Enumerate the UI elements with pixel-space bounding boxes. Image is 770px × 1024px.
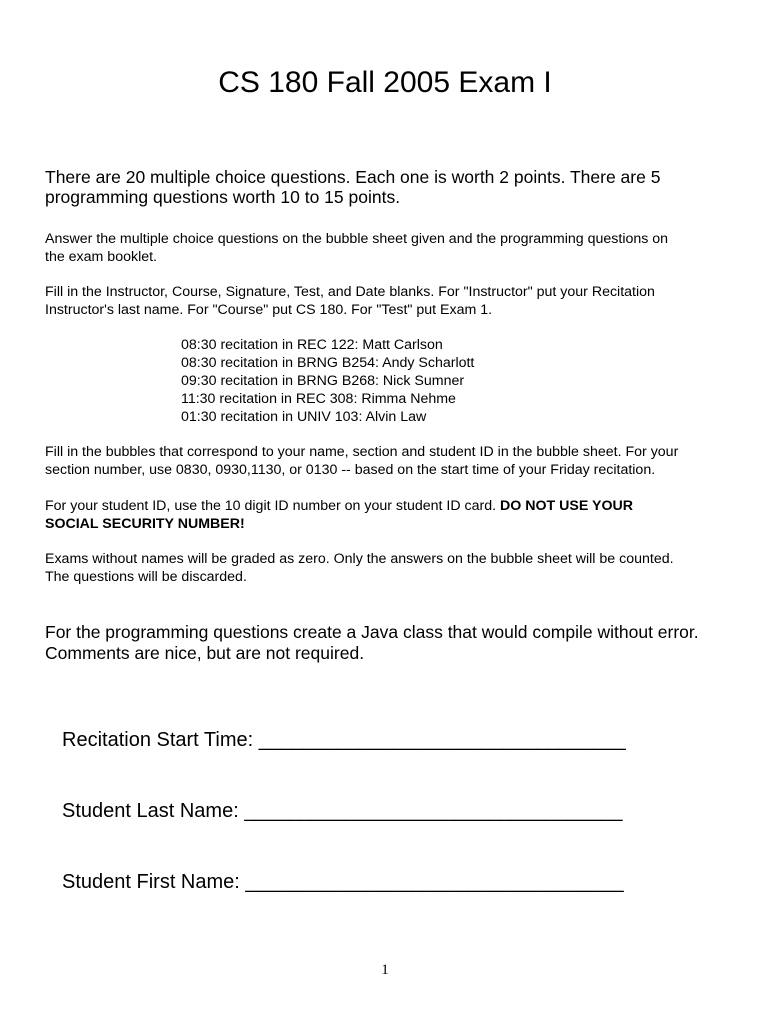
programming-instructions bbox=[45, 622, 745, 664]
student-last-name-field: Student Last Name: __________________________________ bbox=[62, 800, 623, 822]
grading-note bbox=[45, 550, 745, 586]
id-warning-1: DO NOT USE YOUR bbox=[500, 498, 633, 514]
student-id-instructions bbox=[45, 497, 735, 533]
id-text: For your student ID, use the 10 digit ID number on your student ID card. bbox=[45, 498, 501, 514]
answer-line-1: Answer the multiple choice questions on the bubble sheet given and the programming questions on bbox=[45, 231, 669, 247]
recitation-item: 01:30 recitation in UNIV 103: Alvin Law bbox=[181, 409, 427, 425]
recitation-start-time-field: Recitation Start Time: _________________________________ bbox=[62, 729, 626, 751]
page-number: 1 bbox=[381, 962, 389, 978]
bubbles-line-1: Fill in the bubbles that correspond to your name, section and student ID in the bubble sheet. For your bbox=[45, 444, 679, 460]
recitation-item: 09:30 recitation in BRNG B268: Nick Sumner bbox=[181, 373, 465, 389]
fill-instructions bbox=[45, 283, 735, 319]
zero-line-1: Exams without names will be graded as zero. Only the answers on the bubble sheet will be counted. bbox=[45, 551, 674, 567]
fill-line-1: Fill in the Instructor, Course, Signature, Test, and Date blanks. For "Instructor" put your Recitation bbox=[45, 284, 655, 300]
bubble-sheet-instructions bbox=[45, 443, 745, 479]
bubbles-line-2: section number, use 0830, 0930,1130, or 0130 -- based on the start time of your Friday recitation. bbox=[45, 462, 656, 478]
recitation-item: 11:30 recitation in REC 308: Rimma Nehme bbox=[181, 391, 456, 407]
id-warning-2: SOCIAL SECURITY NUMBER! bbox=[45, 516, 245, 532]
intro-paragraph bbox=[45, 167, 735, 207]
student-first-name-field: Student First Name: __________________________________ bbox=[62, 871, 624, 893]
page-title: CS 180 Fall 2005 Exam I bbox=[218, 66, 552, 99]
answer-line-2: the exam booklet. bbox=[45, 249, 157, 265]
recitation-list bbox=[181, 336, 581, 426]
id-line-1 bbox=[45, 497, 735, 515]
fill-line-2: Instructor's last name. For "Course" put CS 180. For "Test" put Exam 1. bbox=[45, 302, 493, 318]
recitation-item: 08:30 recitation in REC 122: Matt Carlson bbox=[181, 337, 443, 353]
java-line-2: Comments are nice, but are not required. bbox=[45, 643, 365, 663]
java-line-1: For the programming questions create a Java class that would compile without error. bbox=[45, 622, 699, 642]
zero-line-2: The questions will be discarded. bbox=[45, 569, 247, 585]
recitation-item: 08:30 recitation in BRNG B254: Andy Scharlott bbox=[181, 355, 475, 371]
answer-instructions bbox=[45, 230, 735, 266]
intro-line-1: There are 20 multiple choice questions. Each one is worth 2 points. There are 5 bbox=[45, 167, 661, 187]
intro-line-2: programming questions worth 10 to 15 points. bbox=[45, 187, 401, 207]
